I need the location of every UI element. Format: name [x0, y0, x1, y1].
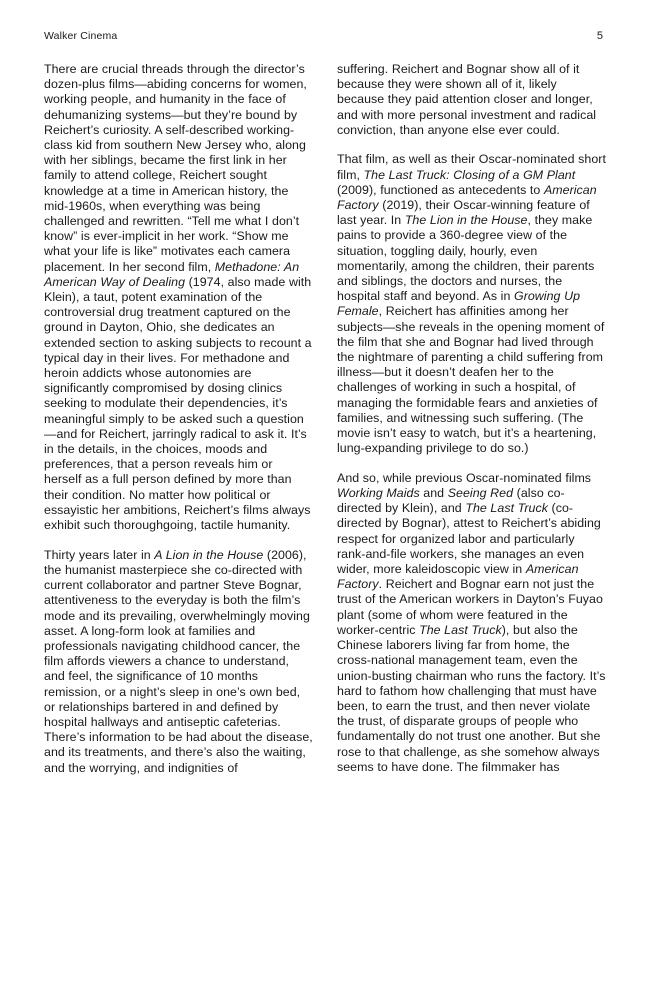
- body-paragraph: [337, 471, 606, 775]
- body-text: (also co-directed by Klein), and: [337, 486, 565, 516]
- italic-title: American Factory: [337, 562, 579, 592]
- italic-title: The Last Truck: [419, 622, 502, 637]
- text-column-left: [44, 62, 313, 776]
- body-text: , they make pains to provide a 360-degree view of the situation, toggling daily, hourly, even momentarily, among the children, their parents and siblings, the doctors and nurses, the hospital staff and beyond. As in: [337, 213, 595, 304]
- text-column-right: [337, 62, 606, 775]
- italic-title: Working Maids: [337, 486, 420, 501]
- italic-title: A Lion in the House: [154, 547, 264, 562]
- body-text: And so, while previous Oscar-nominated films: [337, 470, 592, 485]
- body-text: (2006), the humanist masterpiece she co-directed with current collaborator and partner Steve Bognar, attentiveness to the everyday is both the film’s mode and its prevailing, overwhelmingly moving asset. A long-form look at families and professionals navigating childhood cancer, the film affords viewers a chance to understand, and feel, the significance of 10 months remission, or a night’s sleep in one’s own bed, or relationships bartered in and defined by hospital hallways and antiseptic cafeterias. There’s information to be had about the disease, and its treatments, and there’s also the waiting, and the worrying, and indignities of: [44, 547, 313, 775]
- body-text: There are crucial threads through the director’s dozen-plus films—abiding concerns for women, working people, and humanity in the face of dehumanizing systems—but they’re bound by Reichert’s curiosity. A self-described working-class kid from southern New Jersey who, along with her siblings, became the first link in her family to attend college, Reichert sought knowledge at a time in American history, the mid-1960s, when everything was being challenged and rewritten. “Tell me what I don’t know” is ever-implicit in her work. “Show me what your life is like” motivates each camera placement. In her second film,: [44, 62, 307, 274]
- italic-title: Growing Up Female: [337, 289, 581, 319]
- body-paragraph: [337, 62, 606, 138]
- body-text: , Reichert has affinities among her subjects—she reveals in the opening moment of the film that she and Bognar had lived through the nightmare of parenting a child suffering from illness—but it doesn’t deafen her to the challenges of working in such a hospital, of managing the formidable fears and anxieties of families, and witnessing such suffering. (The movie isn’t easy to watch, but it’s a heartening, lung-expanding privilege to do so.): [337, 304, 605, 456]
- italic-title: The Last Truck: Closing of a GM Plant: [363, 167, 576, 182]
- page-number: 5: [596, 30, 603, 42]
- body-text: ), but also the Chinese laborers living far from home, the cross-national management team, even the union-busting chairman who runs the factory. It’s hard to fathom how challenging that must have been, to earn the trust, and then never violate the trust, of disparate groups of people who fundamentally do not trust one another. But she rose to that challenge, as she somehow always seems to have done. The filmmaker has: [337, 622, 606, 774]
- body-paragraph: [337, 152, 606, 456]
- italic-title: The Last Truck: [465, 501, 548, 516]
- body-text: . Reichert and Bognar earn not just the trust of the American workers in Dayton’s Fuyao plant (some of whom were featured in the worker-centric: [337, 577, 603, 637]
- body-paragraph: [44, 548, 313, 776]
- body-text: (1974, also made with Klein), a taut, potent examination of the controversial drug treatment captured on the ground in Dayton, Ohio, she dedicates an extended section to asking subjects to recount a typical day in their lives. For methadone and heroin addicts whose autonomies are significantly compromised by dosing clinics seeking to modulate their dependencies, it’s meaningful simply to be asked such a question—and for Reichert, jarringly radical to ask it. It’s in the details, in the choices, moods and preferences, that a person reveals him or herself as a full person defined by more than their condition. No matter how political or essayistic her ambitions, Reichert’s films always exhibit such thoroughgoing, tactile humanity.: [44, 274, 312, 533]
- body-columns: [44, 62, 606, 962]
- body-text: Thirty years later in: [44, 547, 155, 562]
- italic-title: American Factory: [337, 182, 597, 213]
- body-paragraph: [44, 62, 313, 533]
- body-text: (2009), functioned as antecedents to: [337, 182, 544, 197]
- italic-title: The Lion in the House: [404, 213, 528, 228]
- body-text: and: [419, 486, 448, 501]
- italic-title: Methadone: An American Way of Dealing: [44, 259, 300, 289]
- running-head: [44, 31, 603, 47]
- body-text: suffering. Reichert and Bognar show all of it because they were shown all of it, likely because they paid attention closer and longer, and with more personal investment and radical conviction, than anyone else ever could.: [337, 62, 597, 137]
- body-text: (2019), their Oscar-winning feature of last year. In: [337, 198, 590, 228]
- body-text: That film, as well as their Oscar-nominated short film,: [337, 152, 606, 182]
- body-text: (co-directed by Bognar), attest to Reichert’s abiding respect for organized labor and particularly rank-and-file workers, she manages an even wider, more kaleidoscopic view in: [337, 501, 601, 577]
- italic-title: Seeing Red: [447, 486, 514, 501]
- running-head-title: Walker Cinema: [44, 30, 118, 42]
